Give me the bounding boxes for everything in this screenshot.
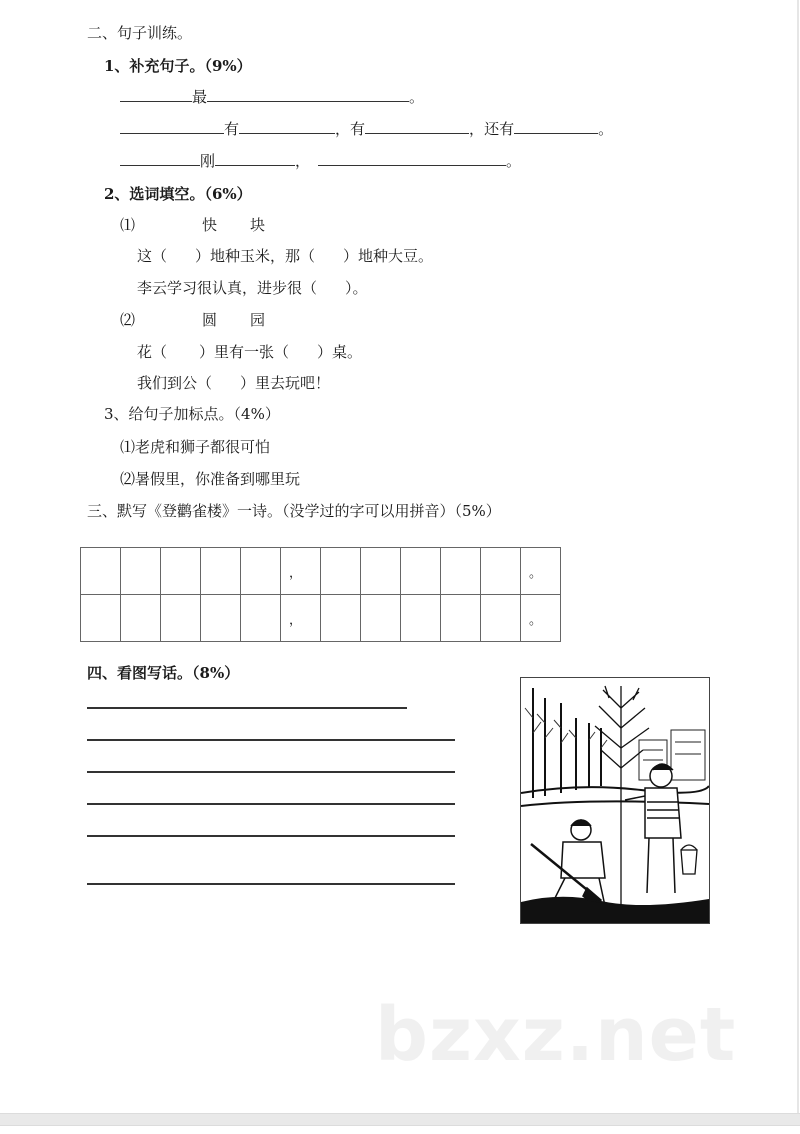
grid-cell[interactable] <box>121 595 161 642</box>
fill-blank[interactable] <box>120 119 224 134</box>
q3-sentence-1: ⑴老虎和狮子都很可怕 <box>120 438 271 456</box>
page-bottom-bar <box>0 1113 800 1126</box>
punctuation: 。 <box>409 88 425 106</box>
q2-title: 2、选词填空。（6%） <box>104 185 252 203</box>
fill-blank[interactable] <box>120 87 192 102</box>
grid-cell[interactable] <box>241 595 281 642</box>
grid-cell[interactable] <box>81 548 121 595</box>
sentence-part: ）。 <box>345 279 368 297</box>
sentence-part: ）里有一张（ <box>199 343 290 361</box>
prompt-word: 有 <box>224 120 240 138</box>
fill-blank[interactable] <box>215 151 295 166</box>
grid-cell[interactable] <box>321 548 361 595</box>
writing-line[interactable] <box>87 835 455 837</box>
grid-row <box>81 548 561 595</box>
section-4-title: 四、看图写话。（8%） <box>87 664 240 682</box>
fill-blank[interactable] <box>207 87 409 102</box>
word-choice-b: 块 <box>250 216 266 234</box>
word-choice-b: 园 <box>250 311 266 329</box>
q1-line-2 <box>120 119 613 138</box>
punctuation: ， <box>335 120 351 138</box>
sentence-part: 花（ <box>137 343 168 361</box>
grid-cell-period: 。 <box>521 595 561 642</box>
q3-title: 3、给句子加标点。（4%） <box>104 405 280 423</box>
grid-cell-period: 。 <box>521 548 561 595</box>
sentence-part: ）地种大豆。 <box>343 247 434 265</box>
grid-cell[interactable] <box>481 595 521 642</box>
grid-row <box>81 595 561 642</box>
q2-group-1-label: ⑴ <box>120 216 136 234</box>
poem-writing-grid <box>80 547 561 642</box>
sentence-part: ）里去玩吧！ <box>240 374 331 392</box>
prompt-word: 刚 <box>200 152 216 170</box>
grid-cell[interactable] <box>321 595 361 642</box>
section-2-title: 二、句子训练。 <box>87 24 193 42</box>
grid-cell[interactable] <box>441 595 481 642</box>
writing-line[interactable] <box>87 739 455 741</box>
illustration-icon <box>521 678 709 923</box>
writing-line[interactable] <box>87 883 455 885</box>
grid-cell-comma: ， <box>281 548 321 595</box>
section-3-title: 三、默写《登鹳雀楼》一诗。（没学过的字可以用拼音）（5%） <box>87 502 501 520</box>
punctuation: 。 <box>598 120 614 138</box>
sentence-part: ）地种玉米，那（ <box>195 247 316 265</box>
sentence-part: ）桌。 <box>317 343 363 361</box>
q2-g1-sentence-2 <box>137 279 368 297</box>
grid-cell[interactable] <box>441 548 481 595</box>
q2-group-2-label: ⑵ <box>120 311 136 329</box>
prompt-word: 有 <box>350 120 366 138</box>
grid-cell[interactable] <box>121 548 161 595</box>
grid-cell[interactable] <box>201 548 241 595</box>
q3-sentence-2: ⑵暑假里，你准备到哪里玩 <box>120 470 301 488</box>
fill-blank[interactable] <box>365 119 469 134</box>
fill-blank[interactable] <box>120 151 200 166</box>
word-choice-a: 快 <box>202 216 218 234</box>
fill-blank[interactable] <box>514 119 598 134</box>
grid-cell[interactable] <box>81 595 121 642</box>
grid-cell[interactable] <box>401 595 441 642</box>
picture-planting-tree <box>520 677 710 924</box>
grid-cell[interactable] <box>201 595 241 642</box>
grid-cell[interactable] <box>241 548 281 595</box>
fill-blank[interactable] <box>318 151 506 166</box>
prompt-word: 最 <box>192 88 208 106</box>
punctuation: ， <box>469 120 485 138</box>
q2-g1-sentence-1 <box>137 247 433 265</box>
q1-line-1 <box>120 87 424 106</box>
grid-cell[interactable] <box>481 548 521 595</box>
q2-g2-sentence-1 <box>137 343 362 361</box>
sentence-part: 这（ <box>137 247 168 265</box>
grid-cell[interactable] <box>361 548 401 595</box>
punctuation: ， <box>295 152 311 170</box>
writing-line[interactable] <box>87 771 455 773</box>
grid-cell[interactable] <box>361 595 401 642</box>
q1-title: 1、补充句子。（9%） <box>104 57 252 75</box>
grid-cell[interactable] <box>161 595 201 642</box>
sentence-part: 李云学习很认真，进步很（ <box>137 279 318 297</box>
q2-g2-sentence-2 <box>137 374 330 392</box>
writing-line[interactable] <box>87 707 407 709</box>
prompt-word: 还有 <box>484 120 515 138</box>
grid-cell[interactable] <box>401 548 441 595</box>
watermark: bzxz.net <box>375 992 737 1078</box>
punctuation: 。 <box>506 152 522 170</box>
fill-blank[interactable] <box>239 119 335 134</box>
writing-line[interactable] <box>87 803 455 805</box>
grid-cell[interactable] <box>161 548 201 595</box>
q1-line-3 <box>120 151 521 170</box>
grid-cell-comma: ， <box>281 595 321 642</box>
word-choice-a: 圆 <box>202 311 218 329</box>
sentence-part: 我们到公（ <box>137 374 213 392</box>
